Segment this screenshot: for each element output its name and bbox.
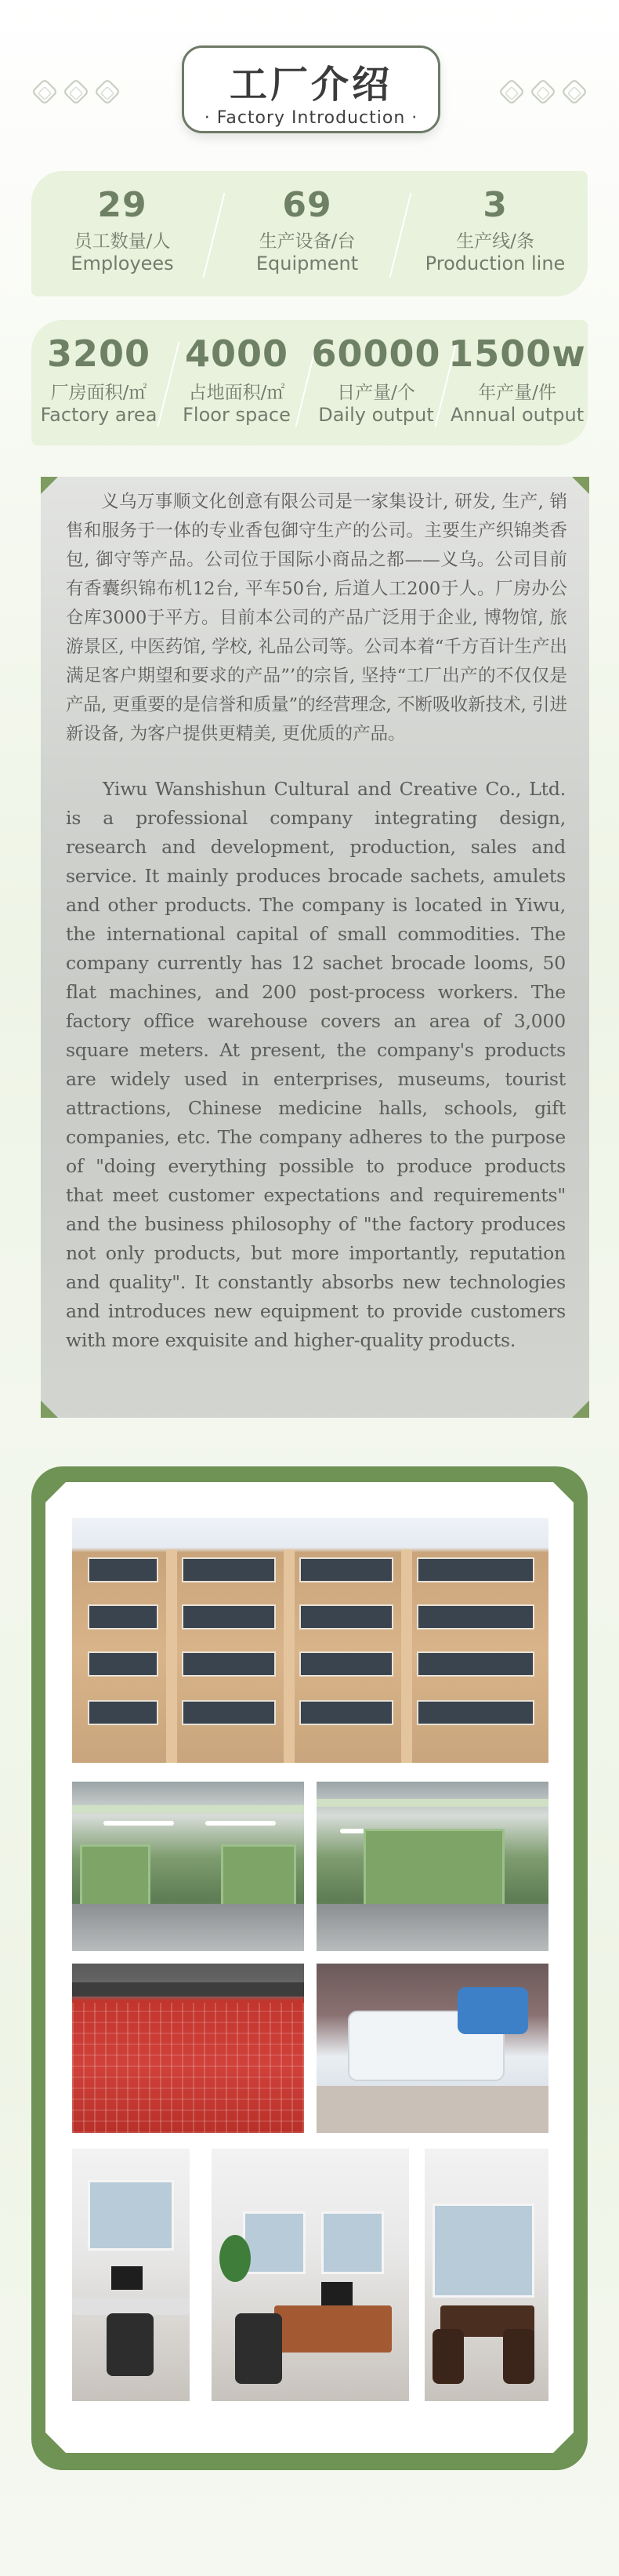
diamond-ornament-icon bbox=[498, 78, 526, 106]
stat-label-cn: 员工数量/人 bbox=[74, 231, 171, 252]
stat-label-en: Floor space bbox=[183, 404, 291, 426]
laser-cutting-photo bbox=[72, 1964, 304, 2133]
page-title-chinese: 工厂介绍 bbox=[229, 63, 393, 107]
stat-label-cn: 年产量/件 bbox=[478, 383, 556, 403]
stat-equipment bbox=[216, 171, 398, 296]
company-intro-chinese: 义乌万事顺文化创意有限公司是一家集设计, 研发, 生产, 销售和服务于一体的专业香包御守生产的公司。主要生产织锦类香包, 御守等产品。公司位于国际小商品之都——义乌。公司目前有香囊织锦布机12台, 平车50台, 后道人工200于人。厂房办公仓库3000于平方。目前本公司的产品广泛用于企业, 博物馆, 旅游景区, 中医药馆, 学校, 礼品公司等。公司本着“千方百计生产出满足客户期望和要求的产品”’的宗旨, 坚持“工厂出产的不仅仅是产品, 更重要的是信誉和质量”的经营理念, 不断吸收新技术, 引进新设备, 为客户提供更精美, 更优质的产品。 bbox=[66, 492, 567, 744]
stat-value: 29 bbox=[97, 185, 147, 225]
office-desk-photo bbox=[212, 2149, 409, 2401]
stat-label-cn: 生产设备/台 bbox=[259, 231, 356, 252]
meeting-room-photo bbox=[425, 2149, 548, 2401]
corner-accent bbox=[572, 477, 589, 494]
stat-label-en: Annual output bbox=[450, 404, 585, 426]
stats-row-primary bbox=[31, 171, 588, 296]
stat-label-en: Employees bbox=[71, 253, 174, 274]
corner-accent bbox=[41, 477, 58, 494]
diamond-ornament-icon bbox=[94, 78, 121, 106]
stat-employees bbox=[31, 171, 213, 296]
stat-value: 4000 bbox=[184, 332, 289, 375]
stat-value: 60000 bbox=[311, 332, 441, 375]
stat-label-cn: 占地面积/㎡ bbox=[188, 383, 285, 403]
stat-label-cn: 日产量/个 bbox=[337, 383, 415, 403]
stat-production-line bbox=[403, 171, 588, 296]
decorative-diamonds-left bbox=[31, 78, 121, 105]
diamond-ornament-icon bbox=[530, 78, 557, 106]
company-intro-english: Yiwu Wanshishun Cultural and Creative Co., Ltd. is a professional company integrating design, research and development, production, sales and service. It mainly produces brocade sachets, amulets and other products. The company is located in Yiwu, the international capital of small commodities. The company currently has 12 sachet brocade looms, 50 flat machines, and 200 post-process workers. The factory office warehouse covers an area of 3,000 square meters. At present, the company's products are widely used in enterprises, museums, tourist attractions, Chinese medicine halls, schools, gift companies, etc. The company adheres to the purpose of "doing everything possible to produce products that meet customer expectations and requirements" and the business philosophy of "the factory produces not only products, but more importantly, reputation and quality". It constantly absorbs new technologies and introduces new equipment to provide customers with more exquisite and higher-quality products. bbox=[66, 778, 566, 1351]
corner-accent bbox=[41, 1401, 58, 1418]
office-workstation-photo bbox=[72, 2149, 190, 2401]
stat-daily-output bbox=[307, 320, 445, 445]
stat-label-en: Daily output bbox=[318, 404, 434, 426]
stat-value: 3200 bbox=[46, 332, 151, 375]
page-title-english: · Factory Introduction · bbox=[204, 108, 418, 128]
stat-value: 1500w bbox=[448, 332, 586, 375]
corner-accent bbox=[572, 1401, 589, 1418]
sewing-machine-photo bbox=[317, 1964, 548, 2133]
page-title-box bbox=[182, 45, 440, 133]
workshop-machines-photo bbox=[317, 1782, 548, 1951]
stat-label-en: Production line bbox=[425, 253, 566, 274]
diamond-ornament-icon bbox=[63, 78, 90, 106]
factory-building-photo bbox=[72, 1518, 548, 1763]
diamond-ornament-icon bbox=[561, 78, 588, 106]
stats-row-secondary bbox=[31, 320, 588, 445]
workshop-loom-photo bbox=[72, 1782, 304, 1951]
decorative-diamonds-right bbox=[498, 78, 588, 105]
stat-label-cn: 生产线/条 bbox=[456, 231, 534, 252]
stat-floor-space bbox=[169, 320, 304, 445]
stat-value: 69 bbox=[282, 185, 332, 225]
stat-factory-area bbox=[31, 320, 166, 445]
stat-label-en: Factory area bbox=[40, 404, 157, 426]
stat-label-cn: 厂房面积/㎡ bbox=[50, 383, 147, 403]
stat-annual-output bbox=[447, 320, 588, 445]
stat-label-en: Equipment bbox=[255, 253, 359, 274]
diamond-ornament-icon bbox=[31, 78, 59, 106]
stat-value: 3 bbox=[483, 185, 508, 225]
